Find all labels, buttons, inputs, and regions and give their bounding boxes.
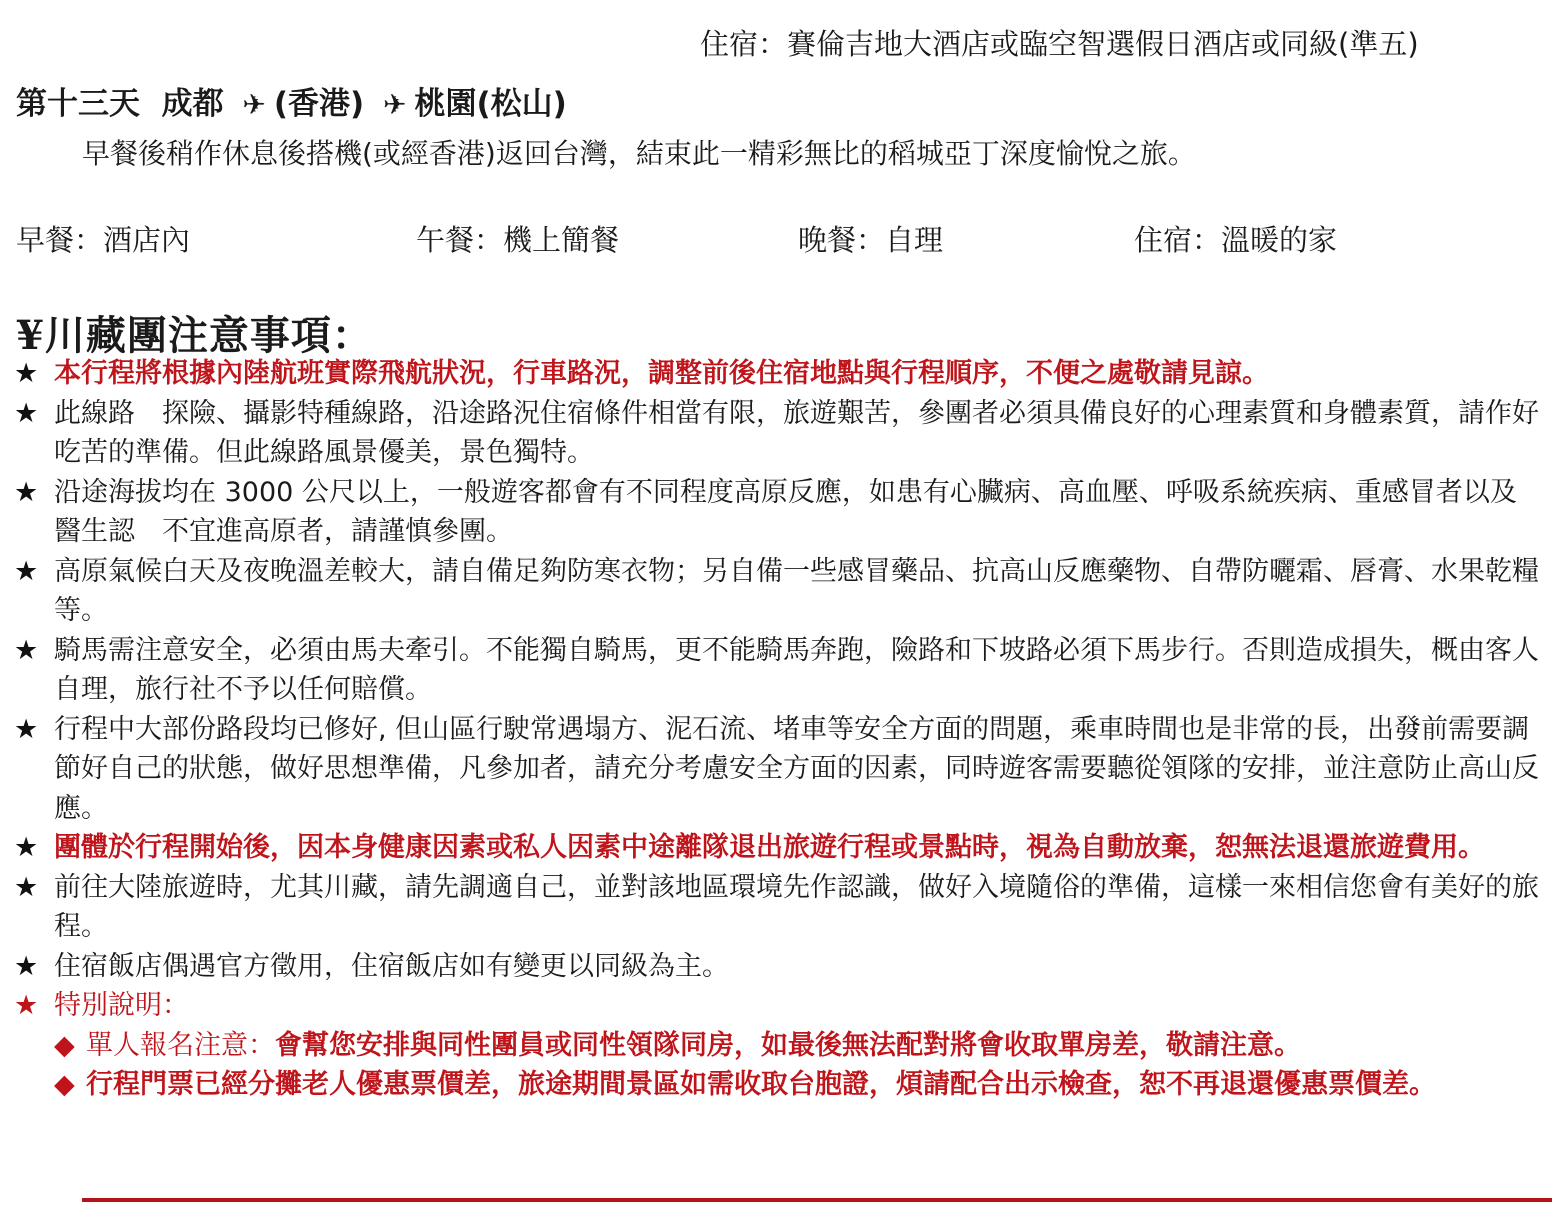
star-icon: ★ bbox=[14, 713, 39, 745]
day-description: 早餐後稍作休息後搭機(或經香港)返回台灣，結束此一精彩無比的稻城亞丁深度愉悅之旅。 bbox=[82, 137, 1196, 170]
airplane-icon: ✈ bbox=[242, 88, 266, 121]
list-item: ★ 團體於行程開始後，因本身健康因素或私人因素中途離隊退出旅遊行程或景點時，視為自動放棄，恕無法退還旅遊費用。 bbox=[14, 828, 1540, 868]
meal-breakfast: 早餐：酒店內 bbox=[16, 223, 191, 257]
section-title: ¥川藏團注意事項： bbox=[16, 312, 373, 359]
star-icon: ★ bbox=[14, 476, 39, 508]
star-icon: ★ bbox=[14, 634, 39, 666]
list-item: ★ 本行程將根據內陸航班實際飛航狀況，行車路況，調整前後住宿地點與行程順序，不便之處敬請見諒。 bbox=[14, 354, 1540, 394]
list-item: ★ 住宿飯店偶遇官方徵用，住宿飯店如有變更以同級為主。 bbox=[14, 947, 1540, 987]
meal-lunch: 午餐：機上簡餐 bbox=[416, 223, 620, 257]
day-via: (香港) bbox=[273, 86, 365, 122]
day-title bbox=[16, 78, 567, 123]
special-note-item: ◆ 行程門票已經分攤老人優惠票價差，旅途期間景區如需收取台胞證，煩請配合出示檢查，恕不再退還優惠票價差。 bbox=[14, 1065, 1540, 1105]
notes-list bbox=[14, 354, 1540, 1105]
special-note-item: ◆ 單人報名注意：會幫您安排與同性團員或同性領隊同房，如最後無法配對將會收取單房差，敬請注意。 bbox=[14, 1026, 1540, 1066]
list-item: ★ 前往大陸旅遊時，尤其川藏，請先調適自己，並對該地區環境先作認識，做好入境隨俗的準備，這樣一來相信您會有美好的旅程。 bbox=[14, 868, 1540, 947]
day-from: 成都 bbox=[161, 86, 224, 122]
meal-dinner: 晚餐：自理 bbox=[798, 223, 944, 257]
star-icon: ★ bbox=[14, 832, 39, 863]
special-note-label: 單人報名注意： bbox=[86, 1029, 275, 1061]
day-to: 桃園(松山) bbox=[414, 86, 567, 122]
list-item: ★ 沿途海拔均在 3000 公尺以上，一般遊客都會有不同程度高原反應，如患有心臟病、高血壓、呼吸系統疾病、重感冒者以及醫生認 不宜進高原者，請謹慎參團。 bbox=[14, 473, 1540, 552]
star-icon: ★ bbox=[14, 871, 39, 903]
bottom-divider bbox=[82, 1198, 1552, 1202]
day-label: 第十三天 bbox=[16, 86, 140, 122]
list-item: ★ 此線路 探險、攝影特種線路，沿途路況住宿條件相當有限，旅遊艱苦，參團者必須具備良好的心理素質和身體素質，請作好吃苦的準備。但此線路風景優美，景色獨特。 bbox=[14, 394, 1540, 473]
diamond-icon: ◆ bbox=[54, 1029, 75, 1061]
list-item: ★ 行程中大部份路段均已修好, 但山區行駛常遇塌方、泥石流、堵車等安全方面的問題，乘車時間也是非常的長，出發前需要調節好自己的狀態，做好思想準備，凡參加者，請充分考慮安全方面的因素，同時遊客需要聽從領隊的安排，並注意防止高山反應。 bbox=[14, 710, 1540, 829]
list-item: ★ 高原氣候白天及夜晚溫差較大，請自備足夠防寒衣物；另自備一些感冒藥品、抗高山反應藥物、自帶防曬霜、唇膏、水果乾糧等。 bbox=[14, 552, 1540, 631]
list-item: ★ 騎馬需注意安全，必須由馬夫牽引。不能獨自騎馬，更不能騎馬奔跑，險路和下坡路必須下馬步行。否則造成損失，概由客人自理，旅行社不予以任何賠償。 bbox=[14, 631, 1540, 710]
star-icon: ★ bbox=[14, 950, 39, 982]
diamond-icon: ◆ bbox=[54, 1069, 75, 1100]
star-icon: ★ bbox=[14, 397, 39, 429]
star-icon: ★ bbox=[14, 555, 39, 587]
meal-lodging: 住宿：溫暖的家 bbox=[1134, 223, 1338, 257]
airplane-icon: ✈ bbox=[383, 88, 407, 121]
lodging-info: 住宿：賽倫吉地大酒店或臨空智選假日酒店或同級(準五) bbox=[700, 27, 1419, 61]
star-icon: ★ bbox=[14, 358, 39, 389]
special-notes-heading: ★ 特別說明： bbox=[14, 986, 1540, 1026]
star-icon: ★ bbox=[14, 990, 39, 1021]
